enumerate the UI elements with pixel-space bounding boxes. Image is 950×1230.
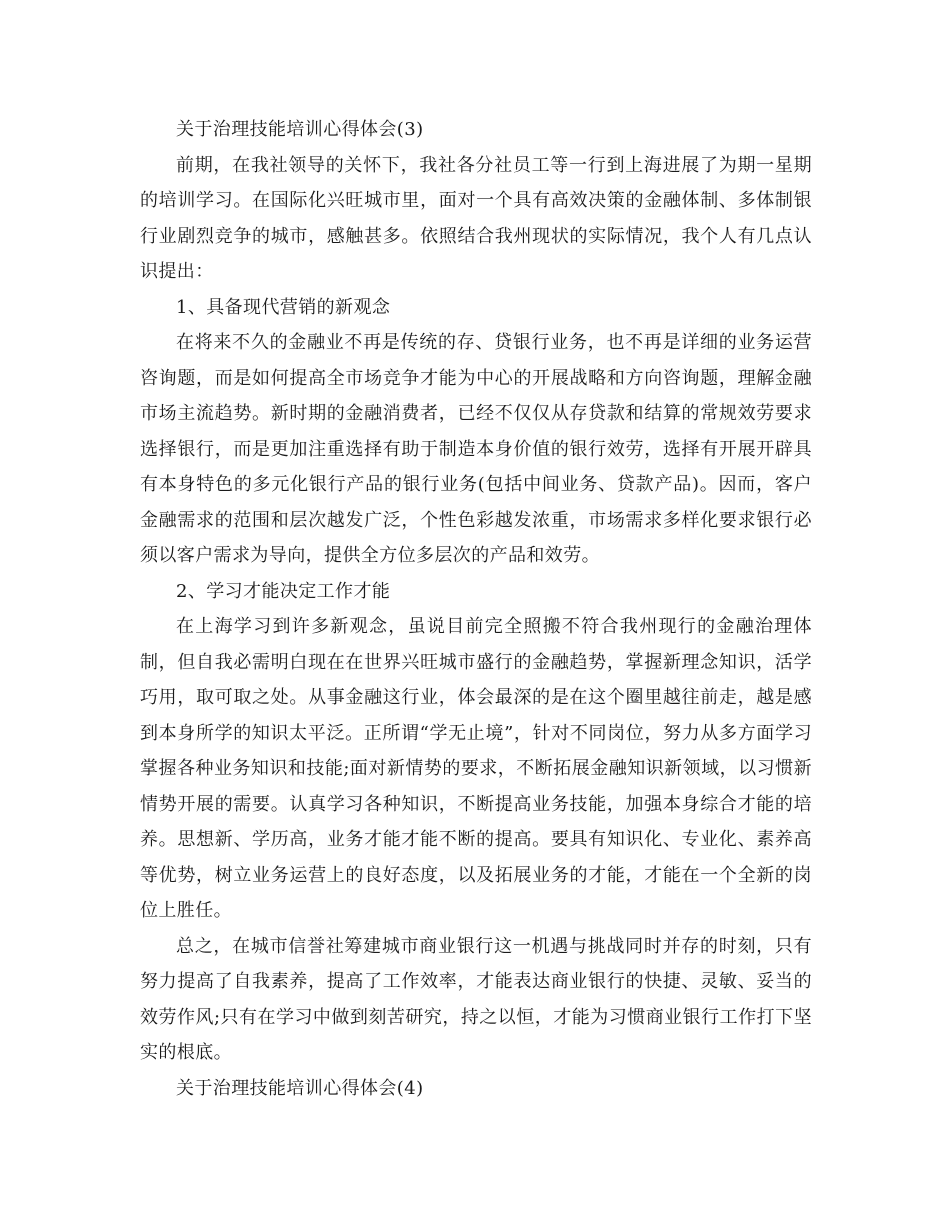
intro-paragraph: 前期，在我社领导的关怀下，我社各分社员工等一行到上海进展了为期一星期的培训学习。在国际化兴旺城市里，面对一个具有高效决策的金融体制、多体制银行业剧烈竞争的城市，感触甚多。依照结合我州现状的实际情况，我个人有几点认识提出： [140,154,812,282]
section-title-4: 关于治理技能培训心得体会(4) [176,1077,424,1099]
section1-paragraph: 在将来不久的金融业不再是传统的存、贷银行业务，也不再是详细的业务运营咨询题，而是如何提高全市场竞争才能为中心的开展战略和方向咨询题，理解金融市场主流趋势。新时期的金融消费者，已经不仅仅从存贷款和结算的常规效劳要求选择银行，而是更加注重选择有助于制造本身价值的银行效劳，选择有开展开辟具有本身特色的多元化银行产品的银行业务(包括中间业务、贷款产品)。因而，客户金融需求的范围和层次越发广泛，个性色彩越发浓重，市场需求多样化要求银行必须以客户需求为导向，提供全方位多层次的产品和效劳。 [140,332,812,566]
section-title-3: 关于治理技能培训心得体会(3) [176,119,424,140]
section1-heading: 1、具备现代营销的新观念 [176,296,391,318]
section2-paragraph: 在上海学习到许多新观念，虽说目前完全照搬不符合我州现行的金融治理体制，但自我必需明白现在在世界兴旺城市盛行的金融趋势，掌握新理念知识，活学巧用，取可取之处。从事金融这行业，体会最深的是在这个圈里越往前走，越是感到本身所学的知识太平泛。正所谓“学无止境”，针对不同岗位，努力从多方面学习掌握各种业务知识和技能;面对新情势的要求，不断拓展金融知识新领域，以习惯新情势开展的需要。认真学习各种知识，不断提高业务技能，加强本身综合才能的培养。思想新、学历高，业务才能才能不断的提高。要具有知识化、专业化、素养高等优势，树立业务运营上的良好态度，以及拓展业务的才能，才能在一个全新的岗位上胜任。 [140,616,812,921]
conclusion-paragraph: 总之，在城市信誉社筹建城市商业银行这一机遇与挑战同时并存的时刻，只有努力提高了自我素养，提高了工作效率，才能表达商业银行的快捷、灵敏、妥当的效劳作风;只有在学习中做到刻苦研究，持之以恒，才能为习惯商业银行工作打下坚实的根底。 [140,935,812,1063]
document-page [140,112,812,1106]
section2-heading: 2、学习才能决定工作才能 [176,580,391,602]
